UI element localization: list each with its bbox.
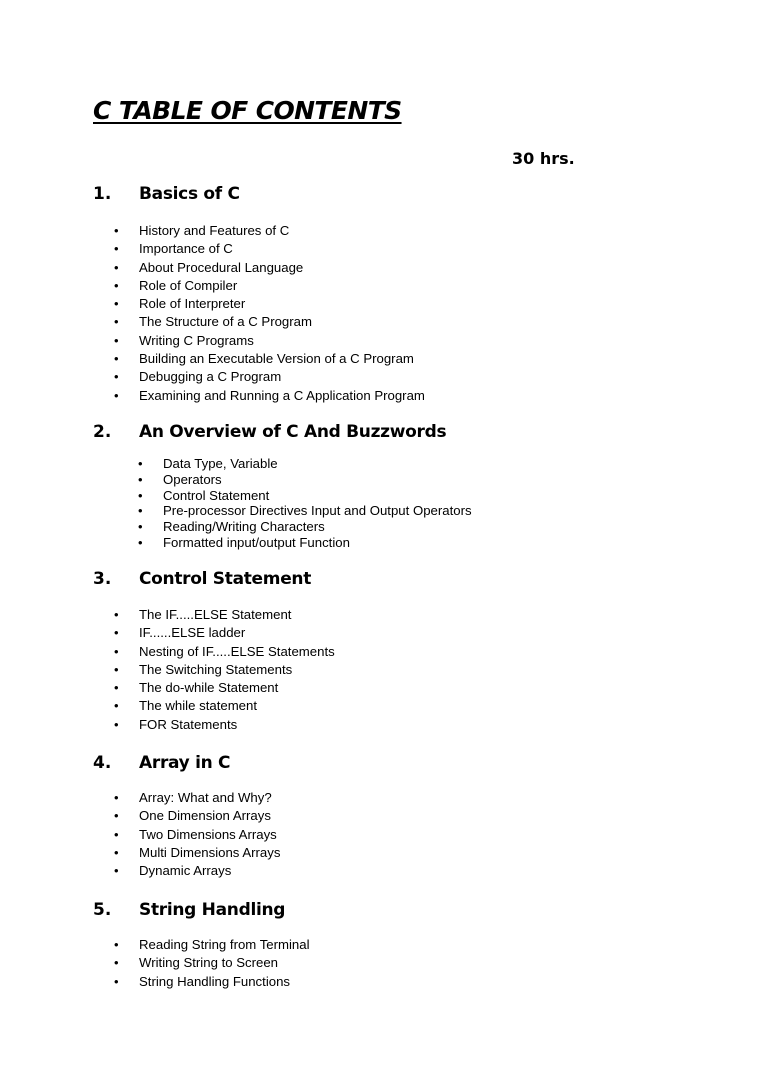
bullet-icon: • <box>114 332 119 348</box>
bullet-icon: • <box>114 259 119 275</box>
list-item: • Building an Executable Version of a C Program <box>114 351 414 367</box>
list-item: • Reading String from Terminal <box>114 937 310 952</box>
bullet-icon: • <box>114 826 119 842</box>
list-item: • FOR Statements <box>114 716 238 732</box>
bullet-icon: • <box>114 223 119 238</box>
section-title: Array in C <box>139 753 231 773</box>
list-item: • Control Statement <box>138 487 270 503</box>
bullet-icon: • <box>114 716 119 732</box>
bullet-icon: • <box>114 790 119 805</box>
list-item: • One Dimension Arrays <box>114 808 271 824</box>
bullet-icon: • <box>114 387 119 403</box>
bullet-icon: • <box>114 661 119 677</box>
section-heading <box>0 753 768 777</box>
bullet-icon: • <box>114 314 119 330</box>
section-overview-of-c <box>0 422 768 551</box>
bullet-icon: • <box>114 643 119 659</box>
section-number: 3. <box>93 569 112 589</box>
list-item: • Nesting of IF.....ELSE Statements <box>114 643 335 659</box>
bullet-icon: • <box>114 955 119 971</box>
list-item: • Formatted input/output Function <box>138 534 350 550</box>
topic-list <box>0 456 768 551</box>
list-item: • The do-while Statement <box>114 680 279 696</box>
list-item: • Operators <box>138 471 222 487</box>
list-item: • Dynamic Arrays <box>114 863 232 879</box>
bullet-icon: • <box>138 471 143 487</box>
list-item: • The IF.....ELSE Statement <box>114 607 292 622</box>
list-item: • Importance of C <box>114 241 233 257</box>
bullet-icon: • <box>138 519 143 535</box>
bullet-icon: • <box>114 296 119 312</box>
list-item: • The Switching Statements <box>114 661 293 677</box>
bullet-icon: • <box>114 808 119 824</box>
list-item: • Examining and Running a C Application Program <box>114 387 425 403</box>
list-item: • About Procedural Language <box>114 259 304 275</box>
list-item: • Writing C Programs <box>114 332 254 348</box>
list-item: • Array: What and Why? <box>114 790 272 805</box>
bullet-icon: • <box>114 937 119 952</box>
list-item: • IF......ELSE ladder <box>114 625 246 641</box>
list-item: • The while statement <box>114 698 258 714</box>
bullet-icon: • <box>114 351 119 367</box>
section-control-statement <box>0 569 768 734</box>
section-number: 2. <box>93 422 112 442</box>
section-heading <box>0 422 768 446</box>
list-item: • History and Features of C <box>114 223 290 238</box>
bullet-icon: • <box>114 680 119 696</box>
course-duration: 30 hrs. <box>512 149 575 168</box>
section-title: An Overview of C And Buzzwords <box>139 422 447 442</box>
section-array-in-c <box>0 753 768 880</box>
section-heading <box>0 569 768 593</box>
bullet-icon: • <box>114 973 119 989</box>
list-item: • Writing String to Screen <box>114 955 279 971</box>
bullet-icon: • <box>114 844 119 860</box>
topic-list <box>0 222 768 405</box>
list-item: • The Structure of a C Program <box>114 314 312 330</box>
section-number: 5. <box>93 900 112 920</box>
bullet-icon: • <box>114 698 119 714</box>
list-item: • Debugging a C Program <box>114 369 282 385</box>
section-title: String Handling <box>139 900 286 920</box>
bullet-icon: • <box>138 456 143 471</box>
section-heading <box>0 900 768 924</box>
bullet-icon: • <box>114 277 119 293</box>
list-item: • Pre-processor Directives Input and Output Operators <box>138 503 472 519</box>
topic-list <box>0 606 768 734</box>
list-item: • Two Dimensions Arrays <box>114 826 277 842</box>
bullet-icon: • <box>114 625 119 641</box>
section-title: Control Statement <box>139 569 312 589</box>
section-number: 1. <box>93 184 112 204</box>
list-item: • Reading/Writing Characters <box>138 519 325 535</box>
bullet-icon: • <box>138 487 143 503</box>
bullet-icon: • <box>114 369 119 385</box>
list-item: • String Handling Functions <box>114 973 291 989</box>
bullet-icon: • <box>114 607 119 622</box>
section-title: Basics of C <box>139 184 240 204</box>
bullet-icon: • <box>138 534 143 550</box>
topic-list <box>0 936 768 991</box>
list-item: • Role of Interpreter <box>114 296 246 312</box>
list-item: • Role of Compiler <box>114 277 238 293</box>
document-title: C TABLE OF CONTENTS <box>93 96 402 125</box>
section-basics-of-c <box>0 184 768 405</box>
section-number: 4. <box>93 753 112 773</box>
list-item: • Multi Dimensions Arrays <box>114 844 281 860</box>
list-item: • Data Type, Variable <box>138 456 278 471</box>
bullet-icon: • <box>114 241 119 257</box>
bullet-icon: • <box>138 503 143 519</box>
topic-list <box>0 789 768 880</box>
section-heading <box>0 184 768 208</box>
bullet-icon: • <box>114 863 119 879</box>
section-string-handling <box>0 900 768 991</box>
